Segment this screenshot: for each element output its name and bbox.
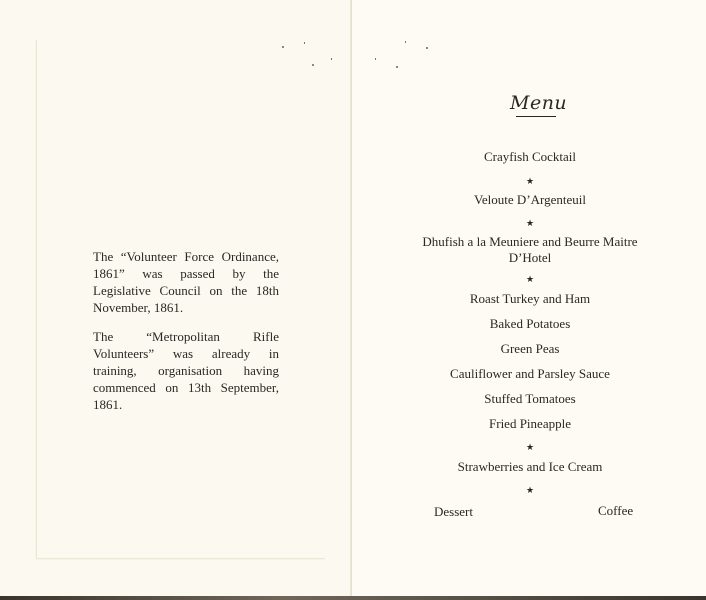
history-paragraph-1: The “Volunteer Force Ordinance, 1861” was passed by the Legislative Council on the 18th November, 1861. — [93, 249, 279, 315]
card-bottom-edge — [0, 596, 706, 600]
menu-item-stuffed-tomatoes: Stuffed Tomatoes — [484, 391, 576, 406]
ink-speck — [304, 42, 305, 44]
star-separator-icon: ★ — [525, 274, 535, 284]
ink-speck — [426, 47, 428, 49]
ink-speck — [396, 66, 398, 68]
menu-item-dessert: Dessert — [434, 504, 473, 519]
history-note — [93, 248, 279, 425]
left-page — [0, 0, 352, 600]
star-separator-icon: ★ — [525, 442, 535, 452]
menu-item-cauliflower: Cauliflower and Parsley Sauce — [450, 366, 610, 381]
ink-speck — [282, 46, 284, 48]
ink-speck — [405, 41, 406, 43]
menu-item-fried-pineapple: Fried Pineapple — [489, 416, 571, 431]
menu-item-veloute: Veloute D’Argenteuil — [473, 192, 587, 207]
menu-item-baked-potatoes: Baked Potatoes — [489, 316, 571, 331]
menu-title-underline — [516, 116, 556, 117]
menu-item-dhufish: Dhufish a la Meuniere and Beurre Maitre D’Hotel — [422, 234, 638, 265]
history-paragraph-2: The “Metropolitan Rifle Volunteers” was already in training, organisation having commenced on 13th September, 1861. — [93, 329, 279, 412]
menu-item-coffee: Coffee — [598, 503, 634, 518]
menu-item-crayfish-cocktail: Crayfish Cocktail — [483, 149, 577, 164]
menu-item-roast-turkey: Roast Turkey and Ham — [469, 291, 591, 306]
star-separator-icon: ★ — [525, 218, 535, 228]
ink-speck — [375, 58, 376, 60]
ink-speck — [312, 64, 314, 66]
menu-item-strawberries: Strawberries and Ice Cream — [457, 459, 603, 474]
menu-title: Menu — [510, 92, 568, 114]
ink-speck — [331, 58, 332, 60]
star-separator-icon: ★ — [525, 485, 535, 495]
menu-item-green-peas: Green Peas — [500, 341, 560, 356]
star-separator-icon: ★ — [525, 176, 535, 186]
